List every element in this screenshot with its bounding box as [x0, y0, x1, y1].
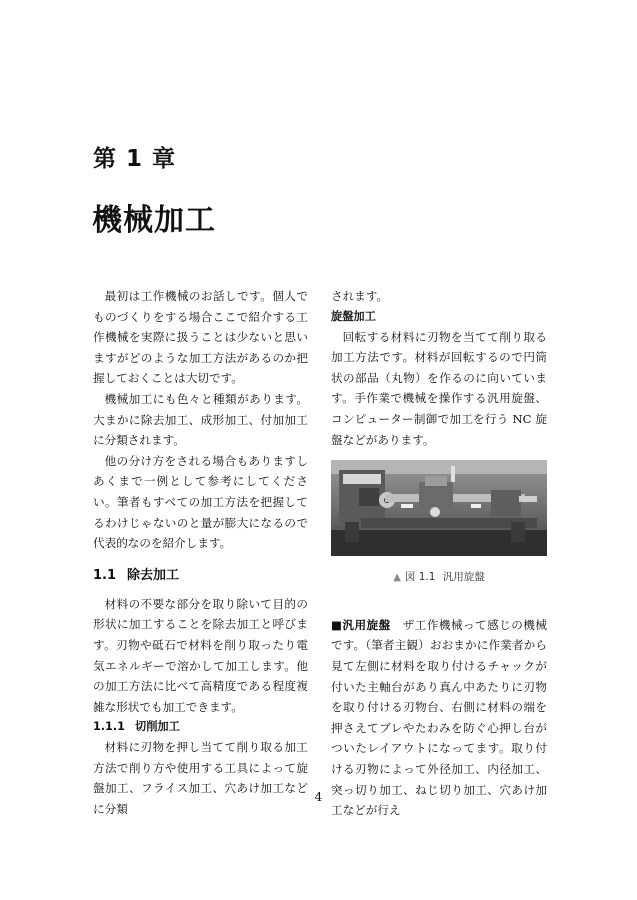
subsection-heading	[93, 717, 308, 737]
right-column	[331, 286, 547, 821]
figure-number: 図 1.1	[404, 571, 436, 584]
section-heading	[93, 566, 308, 586]
subsection-number: 1.1.1	[93, 720, 125, 734]
lathe-body: 回転する材料に刃物を当てて削り取る加工方法です。材料が回転するので円筒状の部品（丸物）を作るのに向いています。手作業で機械を操作する汎用旋盤、コンピューター制御で加工を行う NC 旋盤などがあります。	[331, 329, 547, 447]
chapter-title: 機械加工	[92, 203, 216, 238]
spacer	[331, 589, 547, 615]
page-number: 4	[314, 790, 323, 804]
subsection-body-continued: されます。	[331, 289, 389, 303]
section-body: 材料の不要な部分を取り除いて目的の形状に加工することを除去加工と呼びます。刃物や砥石で材料を削り取ったり電気エネルギーで溶かして加工します。他の加工方法に比べて高精度である程度複雑な形状でも加工できます。	[93, 596, 308, 714]
left-column	[93, 286, 308, 820]
subsection-body: 材料に刃物を押し当てて削り取る加工方法で削り方や使用する工具によって旋盤加工、フライス加工、穴あけ加工などに分類	[93, 740, 308, 817]
figure-caption-text: 汎用旋盤	[442, 571, 485, 584]
intro-paragraph-3: 他の分け方をされる場合もありますしあくまで一例として参考にしてください。筆者もすべての加工方法を把握してるわけじゃないのと量が膨大になるので代表的なのを紹介します。	[93, 453, 308, 551]
intro-paragraph-2: 機械加工にも色々と種類があります。大まかに除去加工、成形加工、付加加工に分類されます。	[93, 391, 308, 448]
chapter-label: 第 1 章	[93, 146, 177, 172]
lathe-heading: 旋盤加工	[331, 309, 376, 323]
intro-paragraph-1: 最初は工作機械のお話しです。個人でものづくりをする場合ここで紹介する工作機械を実際に扱うことは少ないと思いますがどのような加工方法があるのか把握しておくことは大切です。	[93, 289, 308, 386]
figure-caption	[331, 567, 547, 589]
section-title: 除去加工	[127, 567, 180, 583]
lathe-photo	[331, 460, 547, 556]
general-lathe-heading: ■汎用旋盤	[331, 617, 391, 632]
section-number: 1.1	[93, 567, 117, 583]
general-lathe-body: ザ工作機械って感じの機械です。（筆者主観）おおまかに作業者から見て左側に材料を取り付けるチャックが付いた主軸台があり真ん中あたりに刃物を取り付ける刃物台、右側に材料の端を押さえてブレやたわみを防ぐ心押し台がついたレイアウトになってます。取り付ける刃物によって外径加工、内径加工、突っ切り加工、ねじ切り加工、穴あけ加工などが行え	[331, 617, 547, 818]
triangle-icon: ▲	[393, 572, 401, 584]
figure	[331, 460, 547, 589]
subsection-title: 切削加工	[135, 720, 180, 734]
